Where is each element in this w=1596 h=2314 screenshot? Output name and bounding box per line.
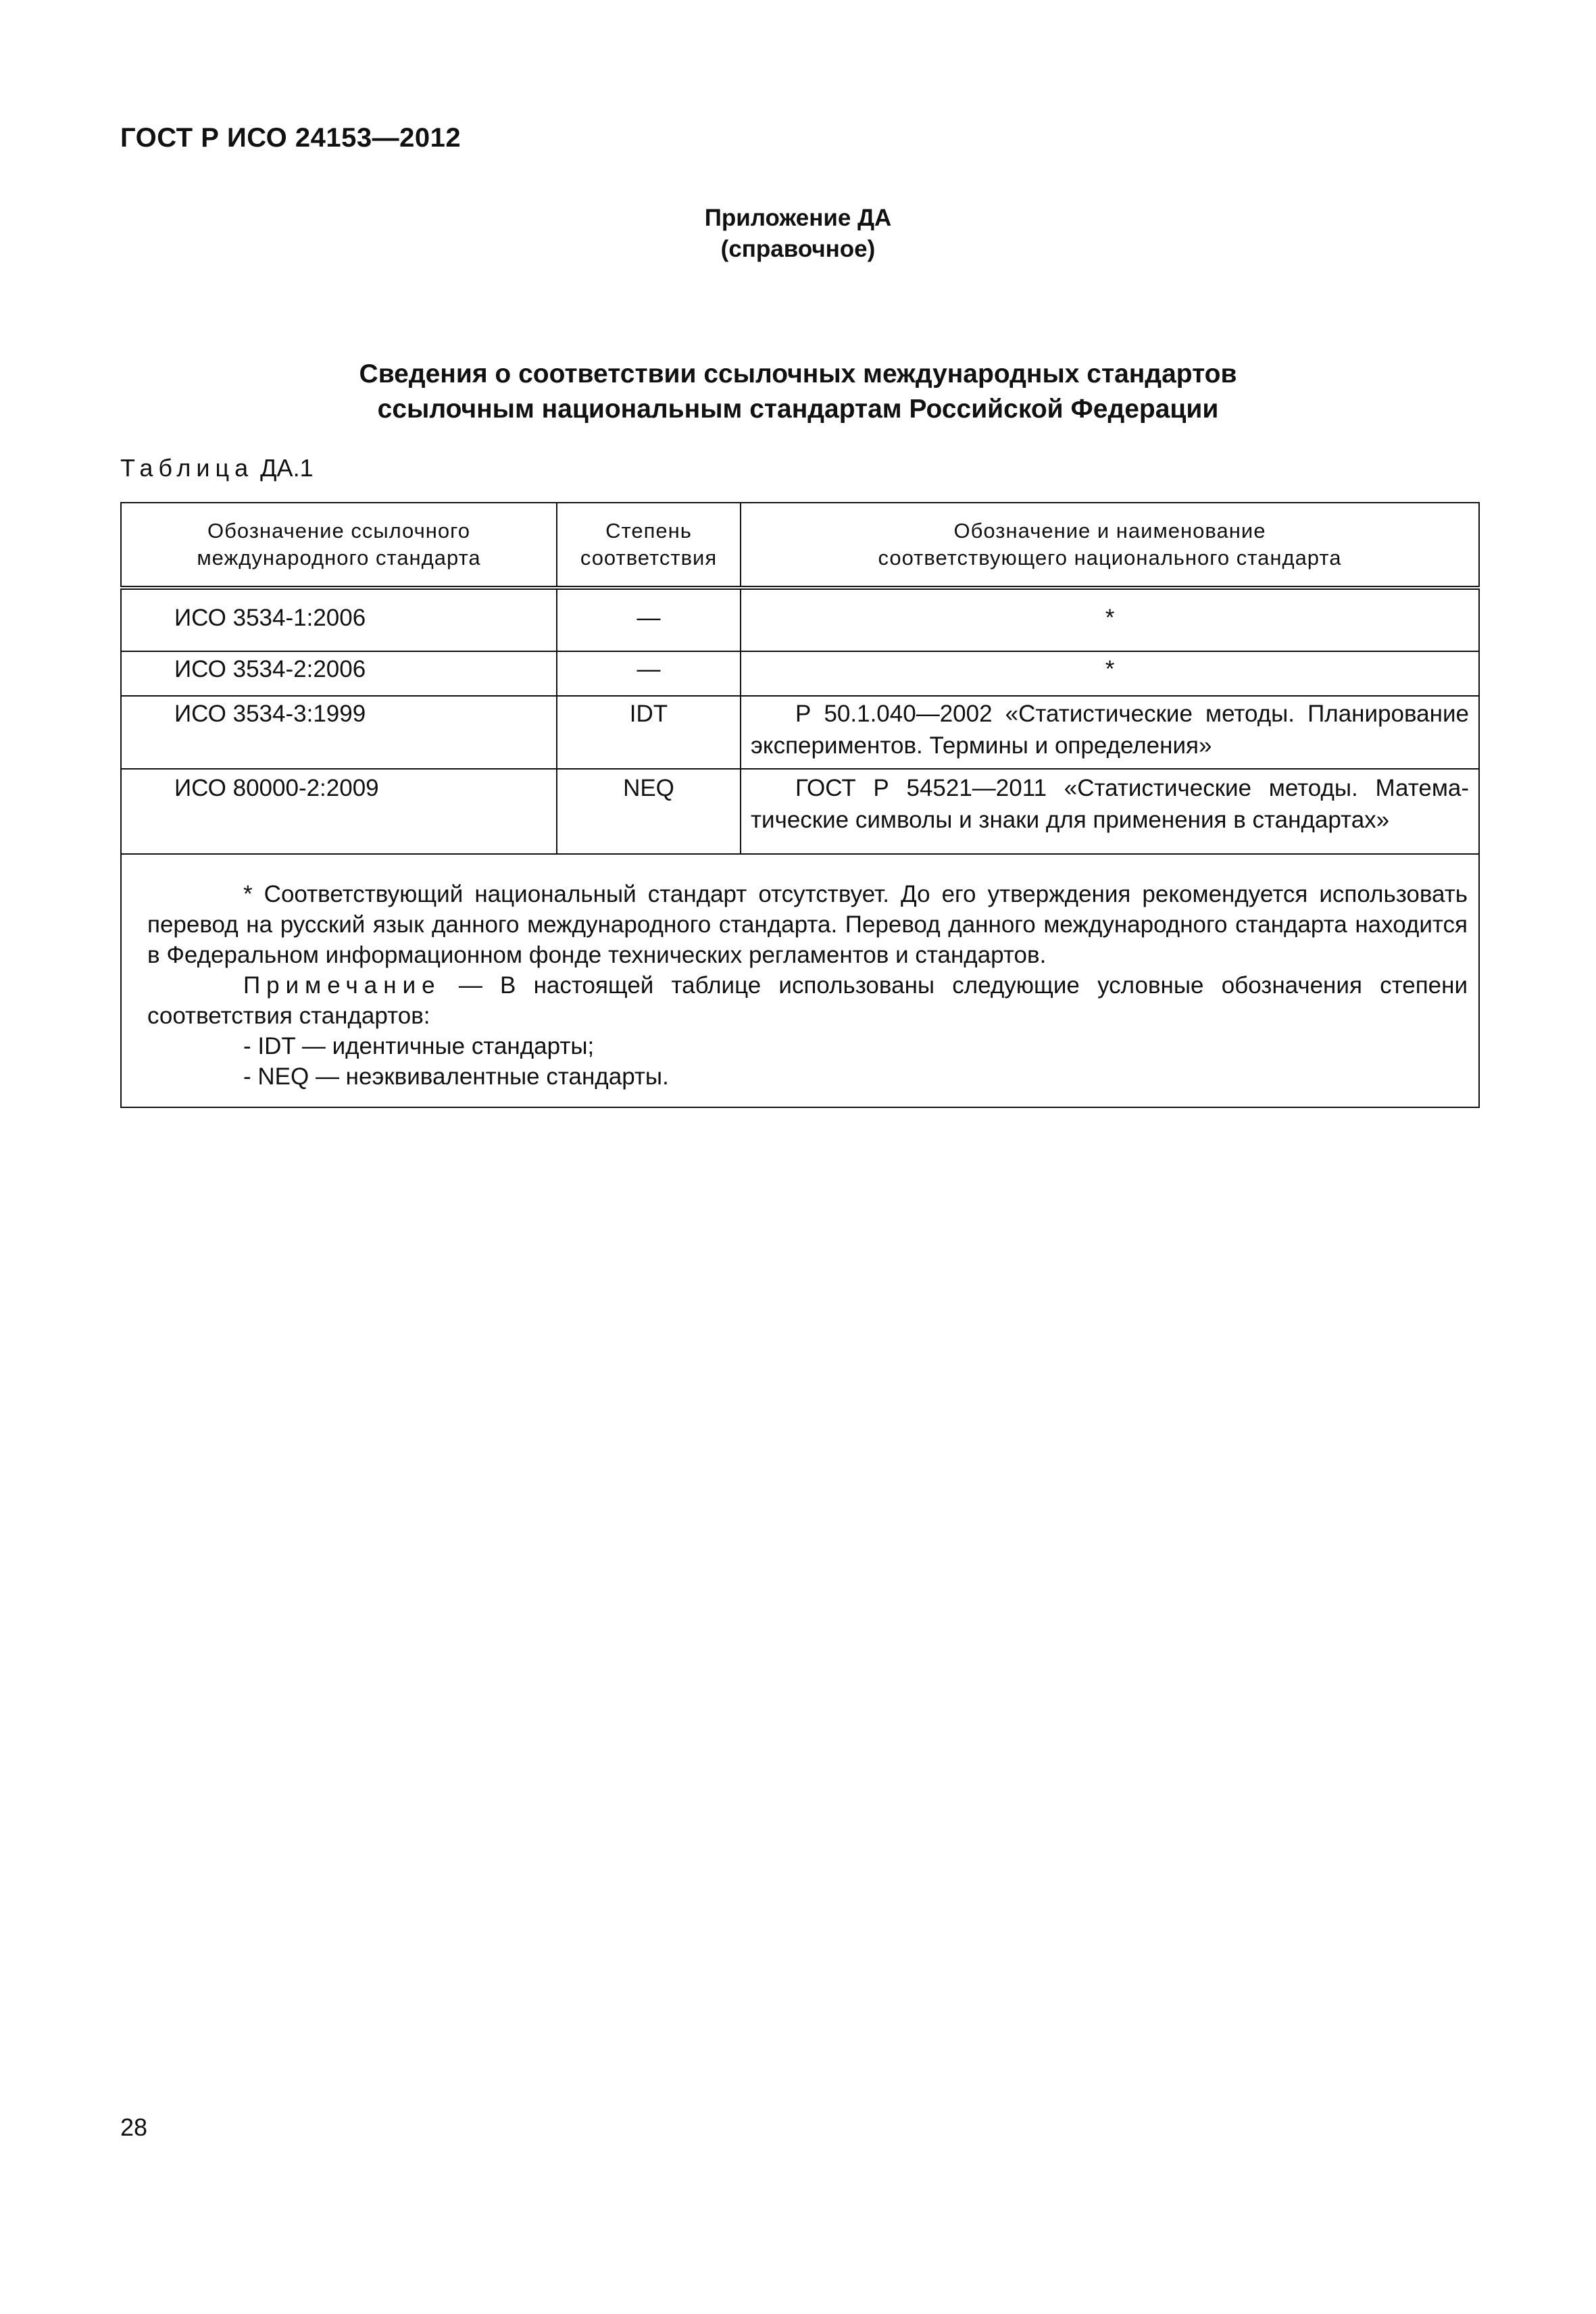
cell-international-code: ИСО 3534-3:1999 <box>121 696 557 769</box>
cell-national-standard: * <box>741 588 1479 651</box>
cell-national-standard: ГОСТ Р 54521—2011 «Статистические методы. Математические символы и знаки для применения в стандартах» <box>741 769 1479 854</box>
table-row <box>121 651 1479 696</box>
table-row <box>121 588 1479 651</box>
cell-international-code: ИСО 3534-1:2006 <box>121 588 557 651</box>
legend-item-neq: - NEQ — неэквивалентные стандарты. <box>243 1063 669 1090</box>
table-note <box>147 970 1468 1031</box>
note-text: — В настоящей таблице использованы следующие условные обозначения степени соответствия стандартов: <box>147 972 1468 1029</box>
section-title-line-1: Сведения о соответствии ссылочных международных стандартов <box>359 359 1237 388</box>
table-caption-number: ДА.1 <box>260 454 314 482</box>
appendix-title: Приложение ДА <box>704 205 892 231</box>
cell-degree: IDT <box>557 696 741 769</box>
table-caption <box>120 454 314 482</box>
cell-degree: — <box>557 651 741 696</box>
appendix-heading <box>0 203 1596 265</box>
correspondence-table <box>120 502 1480 1108</box>
table-header-row <box>121 503 1479 588</box>
cell-national-standard: Р 50.1.040—2002 «Статистические методы. Планирование экспериментов. Термины и определения» <box>741 696 1479 769</box>
appendix-subtitle: (справочное) <box>720 236 876 262</box>
page-number: 28 <box>120 2113 148 2141</box>
table-notes-row <box>121 854 1479 1107</box>
cell-international-code: ИСО 80000-2:2009 <box>121 769 557 854</box>
legend-item-idt: - IDT — идентичные стандарты; <box>243 1033 595 1059</box>
table-row <box>121 696 1479 769</box>
header-national-standard: Обозначение и наименование соответствующего национального стандарта <box>741 503 1479 588</box>
table-row <box>121 769 1479 854</box>
document-code-header: ГОСТ Р ИСО 24153—2012 <box>120 123 462 153</box>
cell-degree: NEQ <box>557 769 741 854</box>
cell-national-standard: * <box>741 651 1479 696</box>
table-footnote: * Соответствующий национальный стандарт отсутствует. До его утверждения рекомендуется использовать перевод на русский язык данного международного стандарта. Перевод данного международного стандарта находится в Федеральном информационном фонде технических регламентов и стандартов. <box>147 881 1468 968</box>
table-notes-cell <box>121 854 1479 1107</box>
cell-degree: — <box>557 588 741 651</box>
header-international-standard: Обозначение ссылочного международного стандарта <box>121 503 557 588</box>
section-title <box>0 357 1596 427</box>
table-caption-word: Таблица <box>120 454 254 482</box>
section-title-line-2: ссылочным национальным стандартам Российской Федерации <box>377 395 1219 424</box>
note-label: Примечание <box>243 972 441 999</box>
header-degree: Степень соответствия <box>557 503 741 588</box>
cell-international-code: ИСО 3534-2:2006 <box>121 651 557 696</box>
